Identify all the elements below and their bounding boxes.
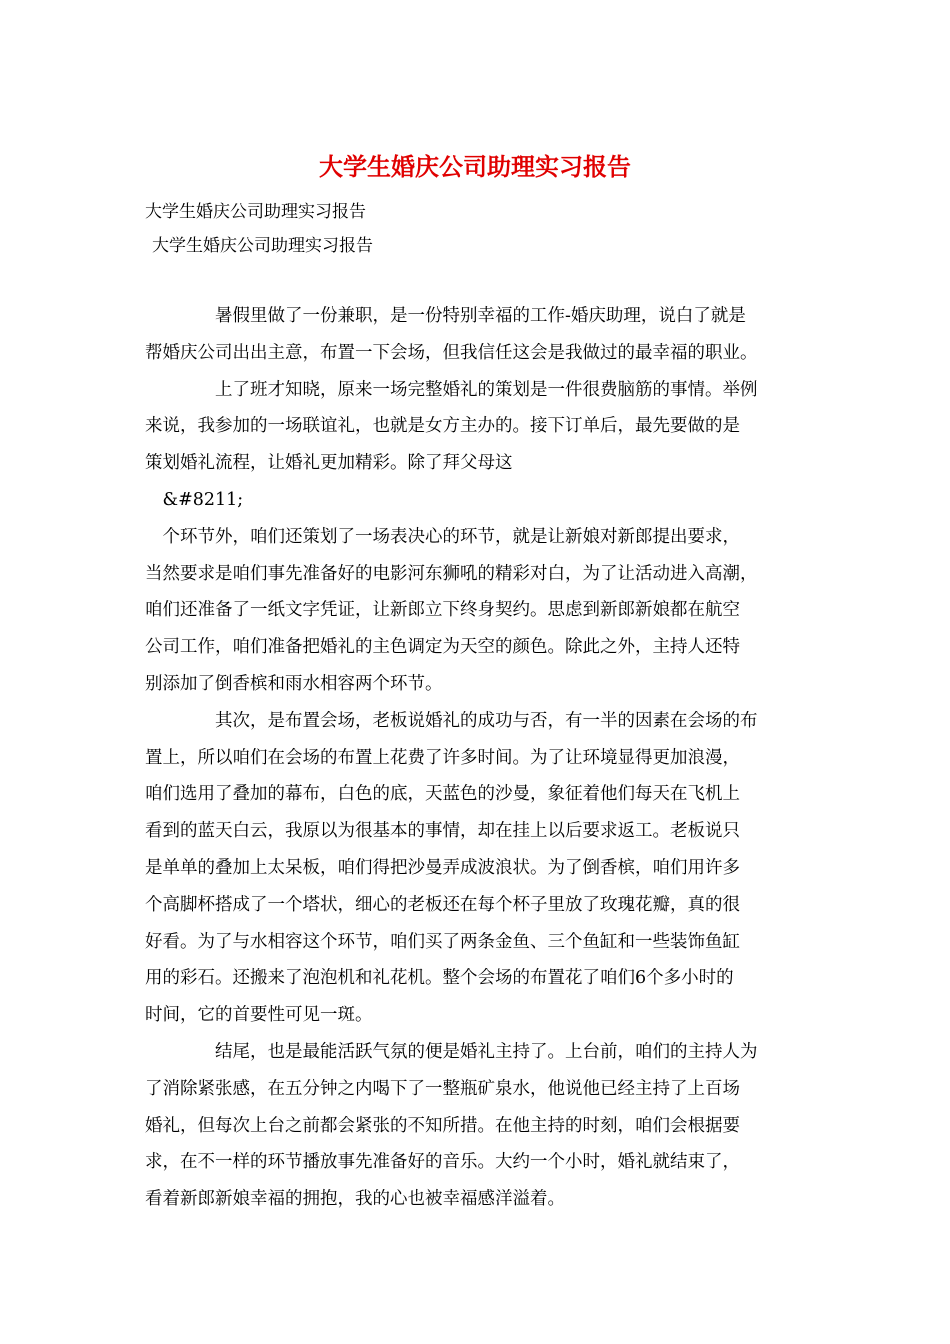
- document-subtitle-1: 大学生婚庆公司助理实习报告: [145, 202, 366, 222]
- body-line: 其次，是布置会场，老板说婚礼的成功与否，有一半的因素在会场的布: [145, 710, 758, 731]
- document-body: [145, 298, 815, 1218]
- document-title: 大学生婚庆公司助理实习报告: [319, 152, 631, 181]
- body-line: 是单单的叠加上太呆板，咱们得把沙曼弄成波浪状。为了倒香槟，咱们用许多: [145, 857, 740, 878]
- body-line: 当然要求是咱们事先准备好的电影河东狮吼的精彩对白，为了让活动进入高潮，: [145, 563, 758, 584]
- body-line: 结尾，也是最能活跃气氛的便是婚礼主持了。上台前，咱们的主持人为: [145, 1041, 758, 1062]
- body-line: 好看。为了与水相容这个环节，咱们买了两条金鱼、三个鱼缸和一些装饰鱼缸: [145, 931, 740, 952]
- body-line: 看到的蓝天白云，我原以为很基本的事情，却在挂上以后要求返工。老板说只: [145, 821, 740, 842]
- body-line: 暑假里做了一份兼职，是一份特别幸福的工作-婚庆助理，说白了就是: [145, 306, 746, 326]
- body-line: 公司工作，咱们准备把婚礼的主色调定为天空的颜色。除此之外，主持人还特: [145, 637, 740, 658]
- body-line: 时间，它的首要性可见一斑。: [145, 1005, 373, 1026]
- body-line: 个环节外，咱们还策划了一场表决心的环节，就是让新娘对新郎提出要求，: [145, 526, 740, 547]
- document-subtitle-2: 大学生婚庆公司助理实习报告: [152, 236, 373, 256]
- body-line: 求，在不一样的环节播放事先准备好的音乐。大约一个小时，婚礼就结束了，: [145, 1152, 740, 1173]
- body-line: 看着新郎新娘幸福的拥抱，我的心也被幸福感洋溢着。: [145, 1189, 565, 1210]
- body-line: 置上，所以咱们在会场的布置上花费了许多时间。为了让环境显得更加浪漫，: [145, 747, 740, 768]
- body-line: 了消除紧张感，在五分钟之内喝下了一整瓶矿泉水，他说他已经主持了上百场: [145, 1078, 740, 1099]
- body-line: 来说，我参加的一场联谊礼，也就是女方主办的。接下订单后，最先要做的是: [145, 416, 740, 437]
- body-line: &#8211;: [145, 489, 244, 510]
- body-line: 婚礼，但每次上台之前都会紧张的不知所措。在他主持的时刻，咱们会根据要: [145, 1115, 740, 1136]
- body-line: 帮婚庆公司出出主意，布置一下会场，但我信任这会是我做过的最幸福的职业。: [145, 342, 758, 363]
- body-line: 个高脚杯搭成了一个塔状，细心的老板还在每个杯子里放了玫瑰花瓣，真的很: [145, 894, 740, 915]
- body-line: 上了班才知晓，原来一场完整婚礼的策划是一件很费脑筋的事情。举例: [145, 379, 758, 400]
- body-line: 咱们还准备了一纸文字凭证，让新郎立下终身契约。思虑到新郎新娘都在航空: [145, 600, 740, 621]
- body-line: 别添加了倒香槟和雨水相容两个环节。: [145, 673, 443, 694]
- body-line: 用的彩石。还搬来了泡泡机和礼花机。整个会场的布置花了咱们6个多小时的: [145, 968, 734, 989]
- body-line: 咱们选用了叠加的幕布，白色的底，天蓝色的沙曼，象征着他们每天在飞机上: [145, 784, 740, 805]
- body-line: 策划婚礼流程，让婚礼更加精彩。除了拜父母这: [145, 453, 513, 474]
